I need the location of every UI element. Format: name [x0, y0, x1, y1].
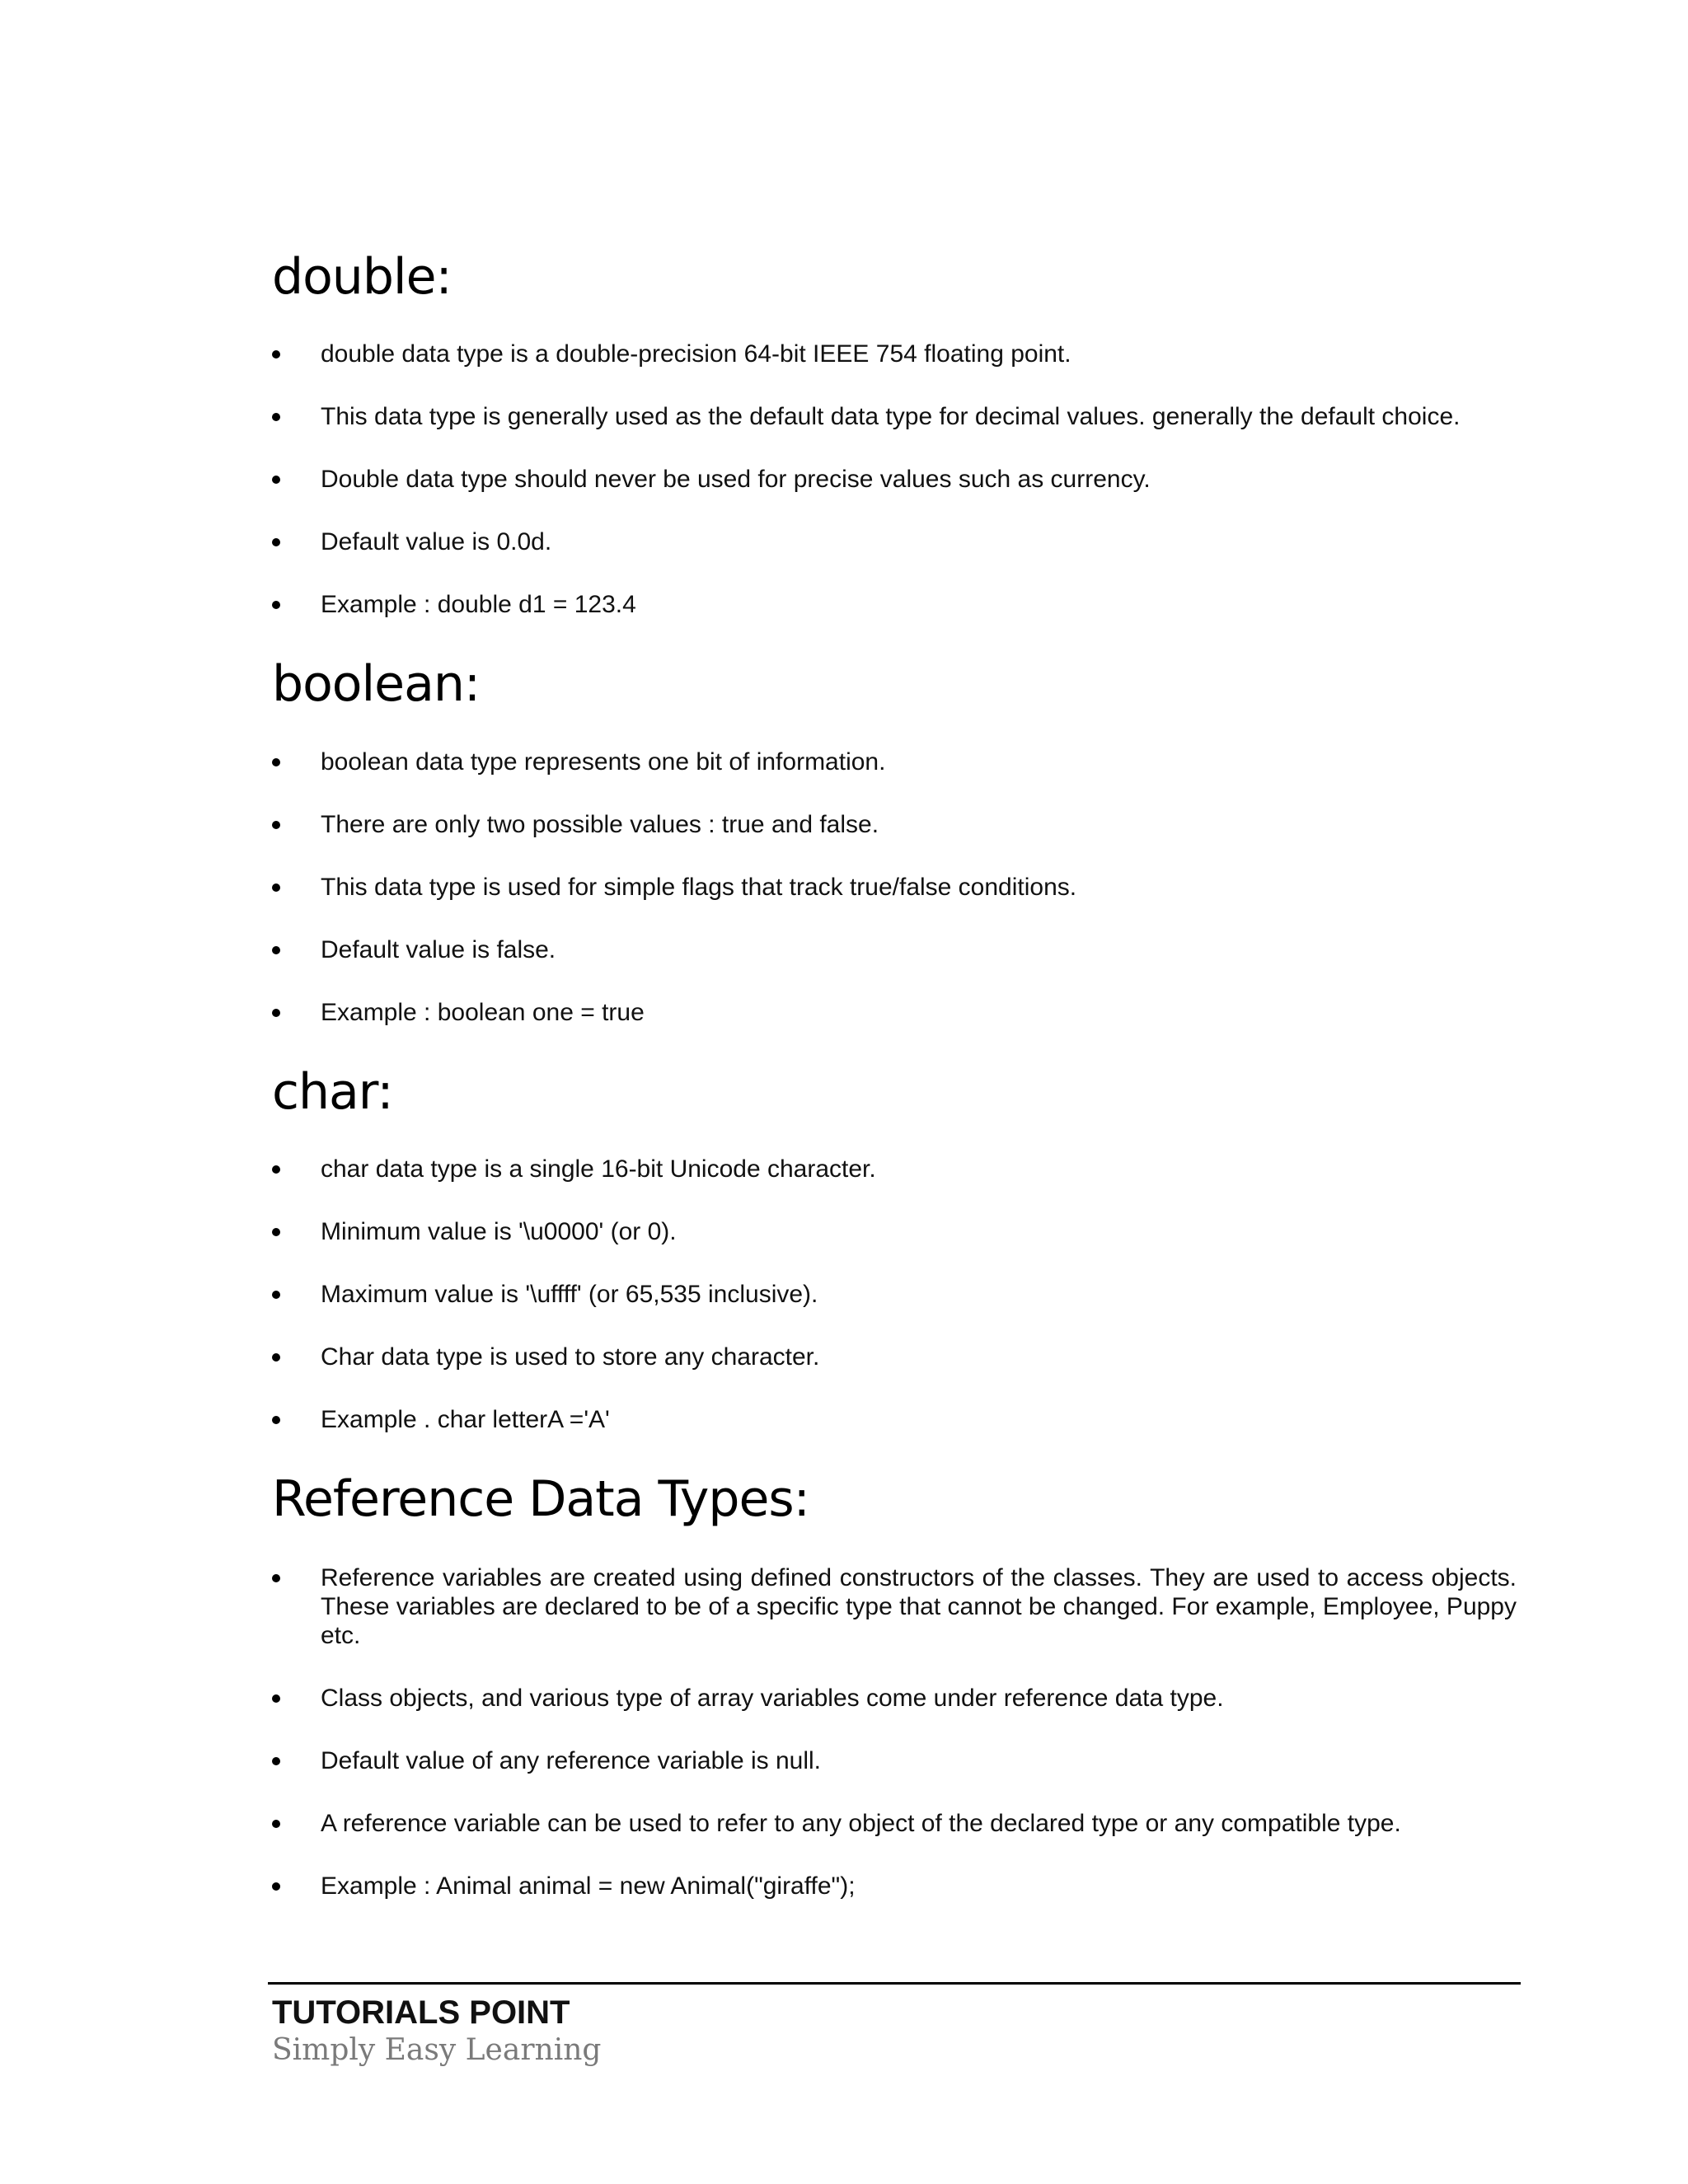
bullet-list-double: [272, 340, 1517, 619]
list-item: There are only two possible values : true and false.: [272, 810, 1517, 839]
bullet-icon: [272, 1694, 280, 1703]
bullet-icon: [272, 601, 280, 609]
bullet-icon: [272, 538, 280, 546]
bullet-icon: [272, 1009, 280, 1017]
bullet-icon: [272, 1882, 280, 1891]
bullet-icon: [272, 1228, 280, 1236]
section-char: [272, 1063, 1517, 1434]
list-item: This data type is generally used as the default data type for decimal values. generally the default choice.: [272, 402, 1517, 431]
bullet-list-boolean: [272, 748, 1517, 1027]
section-reference-data-types: [272, 1470, 1517, 1900]
bullet-icon: [272, 1165, 280, 1174]
list-item: Default value is false.: [272, 935, 1517, 964]
list-item: Class objects, and various type of array variables come under reference data type.: [272, 1684, 1517, 1713]
bullet-icon: [272, 350, 280, 359]
bullet-icon: [272, 1574, 280, 1582]
bullet-list-char: [272, 1155, 1517, 1434]
list-item: This data type is used for simple flags that track true/false conditions.: [272, 873, 1517, 902]
footer-brand: TUTORIALS POINT: [272, 1994, 570, 2031]
bullet-icon: [272, 946, 280, 954]
bullet-icon: [272, 1353, 280, 1361]
list-item: char data type is a single 16-bit Unicode character.: [272, 1155, 1517, 1183]
list-item: A reference variable can be used to refer to any object of the declared type or any compatible type.: [272, 1809, 1517, 1838]
bullet-icon: [272, 758, 280, 766]
bullet-icon: [272, 413, 280, 421]
bullet-icon: [272, 1416, 280, 1424]
bullet-icon: [272, 883, 280, 892]
list-item: Default value is 0.0d.: [272, 527, 1517, 556]
bullet-icon: [272, 1757, 280, 1765]
list-item: Reference variables are created using defined constructors of the classes. They are used to access objects. These variables are declared to be of a specific type that cannot be changed. For example, Employee, Puppy etc.: [272, 1563, 1517, 1650]
list-item: Double data type should never be used for precise values such as currency.: [272, 465, 1517, 494]
section-double: [272, 248, 1517, 619]
list-item: double data type is a double-precision 64-bit IEEE 754 floating point.: [272, 340, 1517, 368]
section-heading-reference-data-types: Reference Data Types:: [272, 1470, 809, 1528]
bullet-icon: [272, 821, 280, 829]
list-item: Example : double d1 = 123.4: [272, 590, 1517, 619]
section-heading-char: char:: [272, 1063, 393, 1121]
list-item: Minimum value is '\u0000' (or 0).: [272, 1217, 1517, 1246]
section-heading-double: double:: [272, 248, 452, 306]
bullet-icon: [272, 476, 280, 484]
list-item: boolean data type represents one bit of information.: [272, 748, 1517, 776]
list-item: Example : boolean one = true: [272, 998, 1517, 1027]
list-item: Example . char letterA ='A': [272, 1405, 1517, 1434]
bullet-icon: [272, 1820, 280, 1828]
bullet-icon: [272, 1291, 280, 1299]
list-item: Default value of any reference variable is null.: [272, 1746, 1517, 1775]
list-item: Maximum value is '\uffff' (or 65,535 inclusive).: [272, 1280, 1517, 1309]
list-item: Char data type is used to store any character.: [272, 1343, 1517, 1371]
section-boolean: [272, 655, 1517, 1027]
footer-tagline: Simply Easy Learning: [272, 2033, 602, 2067]
section-heading-boolean: boolean:: [272, 655, 481, 713]
list-item: Example : Animal animal = new Animal("giraffe");: [272, 1872, 1517, 1900]
footer-divider: [268, 1982, 1521, 1985]
bullet-list-reference: [272, 1563, 1517, 1900]
